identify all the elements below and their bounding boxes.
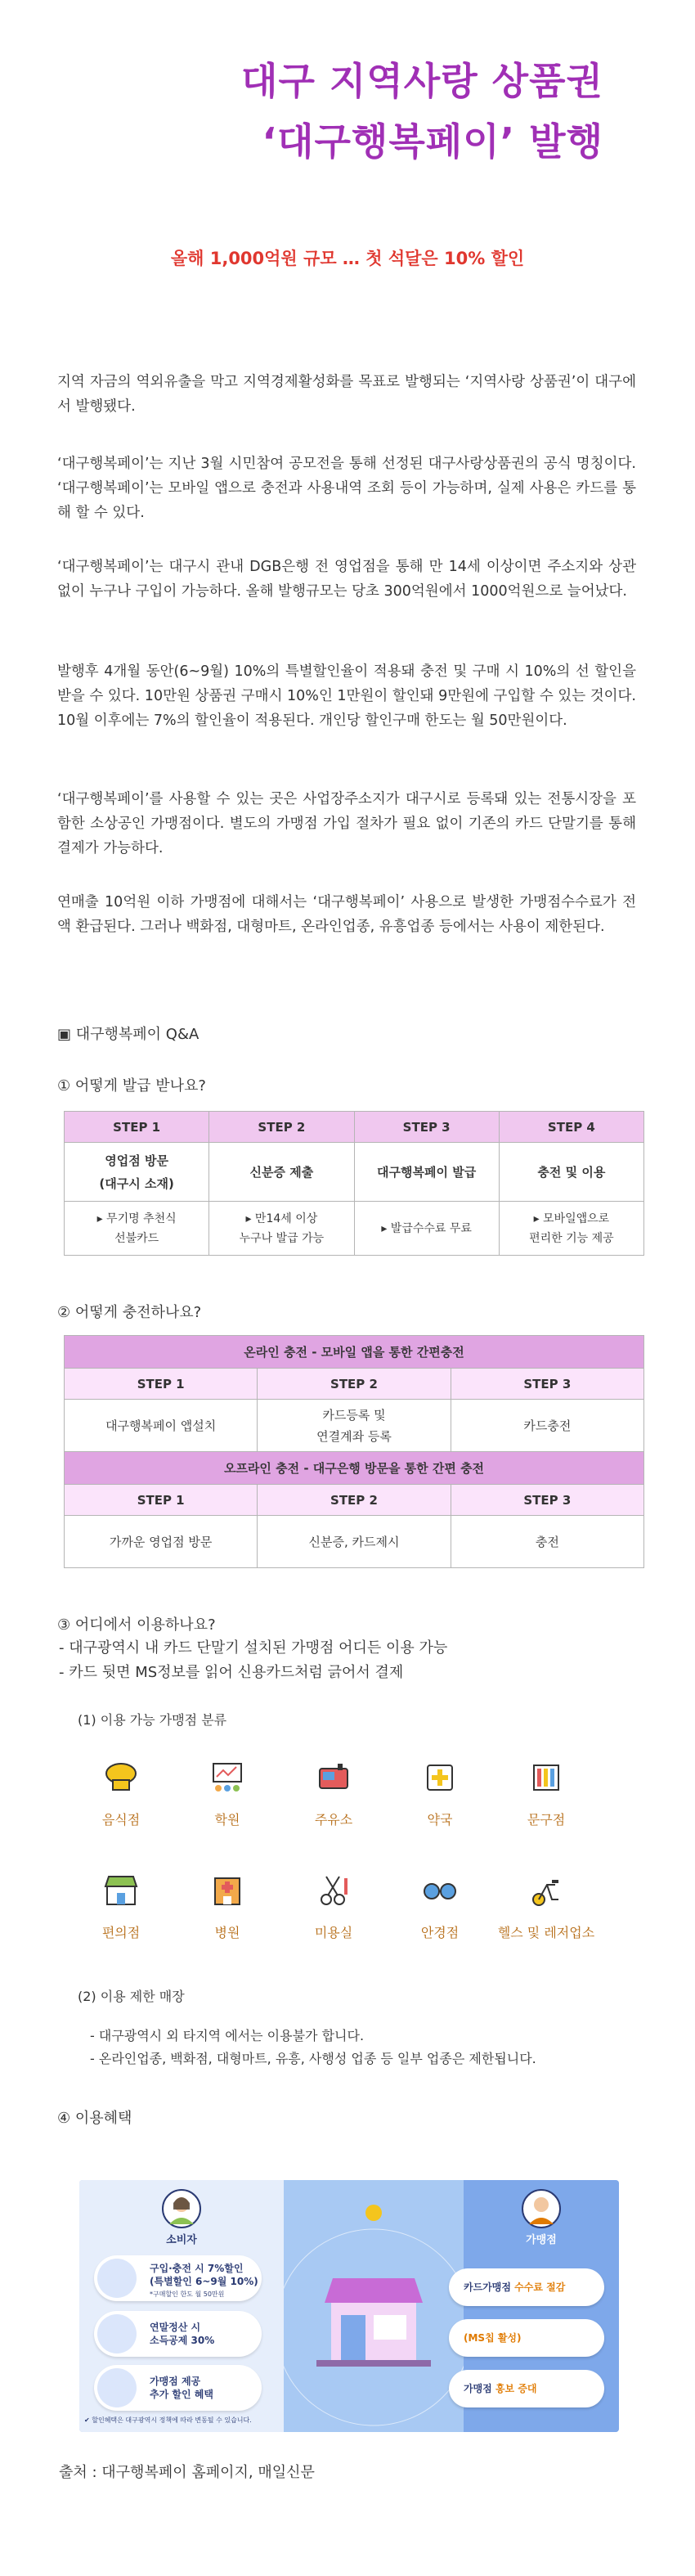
q1-step-2: STEP 2 [209, 1112, 354, 1143]
paragraph-2: ‘대구행복페이’는 지난 3월 시민참여 공모전을 통해 선정된 대구사랑상품권의 공식 명칭이다. ‘대구행복페이’는 모바일 앱으로 충전과 사용내역 조회 등이 가능하며, 실제 사용은 카드를 통해 할 수 있다. [57, 456, 636, 521]
consumer-benefit-3 [94, 2365, 262, 2411]
benefit-badge: 홍보 증대 [495, 2383, 537, 2394]
paragraph-6: 연매출 10억원 이하 가맹점에 대해서는 ‘대구행복페이’ 사용으로 발생한 가맹점수수료가 전액 환급된다. 그러나 백화점, 대형마트, 온라인업종, 유흥업종 등에서는 사용이 제한된다. [57, 894, 636, 935]
online-step-1: STEP 1 [65, 1369, 258, 1400]
category-label: 문구점 [527, 1812, 566, 1827]
category-beauty-salon [285, 1872, 383, 1941]
merchant-benefit-2 [449, 2319, 604, 2357]
benefit-line: *구매할인 한도 월 50만원 [150, 2291, 225, 2298]
category-label: 병원 [214, 1925, 240, 1940]
classroom-icon [208, 1759, 246, 1796]
category-restaurant [72, 1759, 170, 1828]
q1-step-3: STEP 3 [354, 1112, 499, 1143]
consumer-avatar-icon [161, 2188, 202, 2229]
merchant-benefit-1 [449, 2268, 604, 2306]
paragraph-4: 발행후 4개월 동안(6~9월) 10%의 특별할인율이 적용돼 충전 및 구매 시 10%의 선 할인을 받을 수 있다. 10만원 상품권 구매시 10%인 1만원이 할인돼 9만원에 구입할 수 있는 것이다. 10월 이후에는 7%의 할인율이 적용된다. 개인당 할인구매 한도는 월 50만원이다. [57, 663, 636, 729]
store-icon [102, 1872, 140, 1909]
category-label: 음식점 [101, 1812, 141, 1827]
shop-illustration-icon [284, 2180, 464, 2432]
issue-steps-table [64, 1111, 644, 1256]
offline-value-3: 충전 [451, 1516, 643, 1568]
discount-icon [97, 2259, 137, 2298]
q1-question: ① 어떻게 발급 받나요? [57, 1077, 206, 1095]
q1-note-4: ▸ 모바일앱으로 편리한 기능 제공 [499, 1202, 643, 1256]
subtitle: 올해 1,000억원 규모 … 첫 석달은 10% 할인 [170, 249, 525, 268]
offline-value-1: 가까운 영업점 방문 [65, 1516, 258, 1568]
offline-charge-title: 오프라인 충전 - 대구은행 방문을 통한 간편 충전 [65, 1452, 644, 1485]
benefit-line: 연말정산 시 [150, 2322, 201, 2333]
benefit-line: 구입·충전 시 7%할인 [150, 2263, 244, 2274]
consumer-label: 소비자 [166, 2234, 197, 2246]
page-title [241, 51, 603, 172]
paragraph-3: ‘대구행복페이’는 대구시 관내 DGB은행 전 영업점을 통해 만 14세 이상이면 주소지와 상관없이 누구나 구입이 가능하다. 올해 발행규모는 당초 300억원에서 1000억원으로 늘어났다. [57, 559, 636, 600]
benefit-line: 추가 할인 혜택 [150, 2389, 213, 2400]
benefit-badge: 수수료 절감 [514, 2282, 566, 2293]
paragraph-1: 지역 자금의 역외유출을 막고 지역경제활성화를 목표로 발행되는 ‘지역사랑 상품권’이 대구에서 발행됐다. [57, 374, 636, 415]
benefit-line: 가맹점 제공 [150, 2376, 201, 2387]
merchant-avatar-icon [521, 2188, 562, 2229]
q1-note-1: ▸ 무기명 추천식 선불카드 [65, 1202, 209, 1256]
offline-step-3: STEP 3 [451, 1485, 643, 1516]
category-fitness [497, 1872, 595, 1941]
check-icon: ✔ [84, 2416, 92, 2424]
category-convenience-store [72, 1872, 170, 1941]
category-hospital [178, 1872, 276, 1941]
category-label: 학원 [214, 1812, 240, 1827]
category-label: 헬스 및 레저업소 [497, 1925, 595, 1940]
benefit-text: 카드가맹점 [464, 2282, 511, 2293]
chef-hat-icon [102, 1759, 140, 1796]
online-step-3: STEP 3 [451, 1369, 643, 1400]
q1-step-1: STEP 1 [65, 1112, 209, 1143]
q1-title-3: 대구행복페이 발급 [354, 1143, 499, 1202]
q3-bullet-1: - 대구광역시 내 카드 단말기 설치된 가맹점 어디든 이용 가능 [59, 1639, 448, 1657]
q1-title-2: 신분증 제출 [209, 1143, 354, 1202]
offline-step-2: STEP 2 [258, 1485, 451, 1516]
pharmacy-icon [421, 1759, 459, 1796]
scissors-icon [315, 1872, 352, 1909]
tax-deduction-icon [97, 2314, 137, 2353]
q3-sub2: (2) 이용 제한 매장 [78, 1989, 185, 2004]
consumer-benefit-1 [94, 2255, 262, 2301]
category-label: 미용실 [314, 1925, 353, 1940]
consumer-benefit-2 [94, 2311, 262, 2357]
category-academy [178, 1759, 276, 1828]
exercise-bike-icon [527, 1872, 565, 1909]
q3-restrict-2: - 온라인업종, 백화점, 대형마트, 유흥, 사행성 업종 등 일부 업종은 제한됩니다. [90, 2051, 536, 2066]
q1-note-2: ▸ 만14세 이상 누구나 발급 가능 [209, 1202, 354, 1256]
hospital-icon [208, 1872, 246, 1909]
category-label: 안경점 [420, 1925, 460, 1940]
q1-note-3: ▸ 발급수수료 무료 [354, 1202, 499, 1256]
benefit-line: (특별할인 6~9월 10%) [150, 2276, 258, 2287]
benefit-infographic [79, 2180, 619, 2432]
q3-bullet-2: - 카드 뒷면 MS정보를 읽어 신용카드처럼 긁어서 결제 [59, 1664, 404, 1681]
merchant-label: 가맹점 [526, 2234, 557, 2246]
q2-question: ② 어떻게 충전하나요? [57, 1304, 202, 1321]
charge-table [64, 1335, 644, 1568]
paragraph-5: ‘대구행복페이’를 사용할 수 있는 곳은 사업장주소지가 대구시로 등록돼 있는 전통시장을 포함한 소상공인 가맹점이다. 별도의 가맹점 가입 절차가 필요 없이 기존의 카드 단말기를 통해 결제가 가능하다. [57, 791, 636, 856]
benefit-line: 소득공제 30% [150, 2335, 215, 2346]
benefit-footnote [84, 2416, 252, 2425]
online-step-2: STEP 2 [258, 1369, 451, 1400]
stationery-icon [527, 1759, 565, 1796]
category-pharmacy [391, 1759, 489, 1828]
category-optician [391, 1872, 489, 1941]
q4-question: ④ 이용혜택 [57, 2110, 132, 2127]
online-charge-title: 온라인 충전 - 모바일 앱을 통한 간편충전 [65, 1336, 644, 1369]
category-gas-station [285, 1759, 383, 1828]
title-line-1: 대구 지역사랑 상품권 [241, 59, 603, 103]
q3-sub1: (1) 이용 가능 가맹점 분류 [78, 1712, 227, 1728]
coupon-icon [97, 2368, 137, 2407]
consumer-panel [79, 2180, 284, 2432]
category-label: 약국 [427, 1812, 453, 1827]
q1-title-1: 영업점 방문 (대구시 소재) [65, 1143, 209, 1202]
online-value-2: 카드등록 및 연결계좌 등록 [258, 1400, 451, 1452]
benefit-badge: (MS칩 활성) [464, 2332, 522, 2344]
merchant-benefit-3 [449, 2370, 604, 2407]
title-line-2: ‘대구행복페이’ 발행 [262, 119, 603, 164]
gas-pump-icon [315, 1759, 352, 1796]
q1-step-4: STEP 4 [499, 1112, 643, 1143]
benefit-text: 가맹점 [464, 2383, 492, 2394]
category-label: 편의점 [101, 1925, 141, 1940]
category-stationery [497, 1759, 595, 1828]
q3-question: ③ 어디에서 이용하나요? [57, 1616, 216, 1634]
footnote-text: 할인혜택은 대구광역시 정책에 따라 변동될 수 있습니다. [92, 2416, 252, 2424]
glasses-icon [421, 1872, 459, 1909]
online-value-3: 카드충전 [451, 1400, 643, 1452]
category-label: 주유소 [314, 1812, 353, 1827]
online-value-1: 대구행복페이 앱설치 [65, 1400, 258, 1452]
offline-step-1: STEP 1 [65, 1485, 258, 1516]
offline-value-2: 신분증, 카드제시 [258, 1516, 451, 1568]
qa-heading: ▣ 대구행복페이 Q&A [57, 1026, 200, 1043]
source-credit: 출처 : 대구행복페이 홈페이지, 매일신문 [59, 2464, 315, 2481]
q3-restrict-1: - 대구광역시 외 타지역 에서는 이용불가 합니다. [90, 2028, 365, 2043]
q1-title-4: 충전 및 이용 [499, 1143, 643, 1202]
